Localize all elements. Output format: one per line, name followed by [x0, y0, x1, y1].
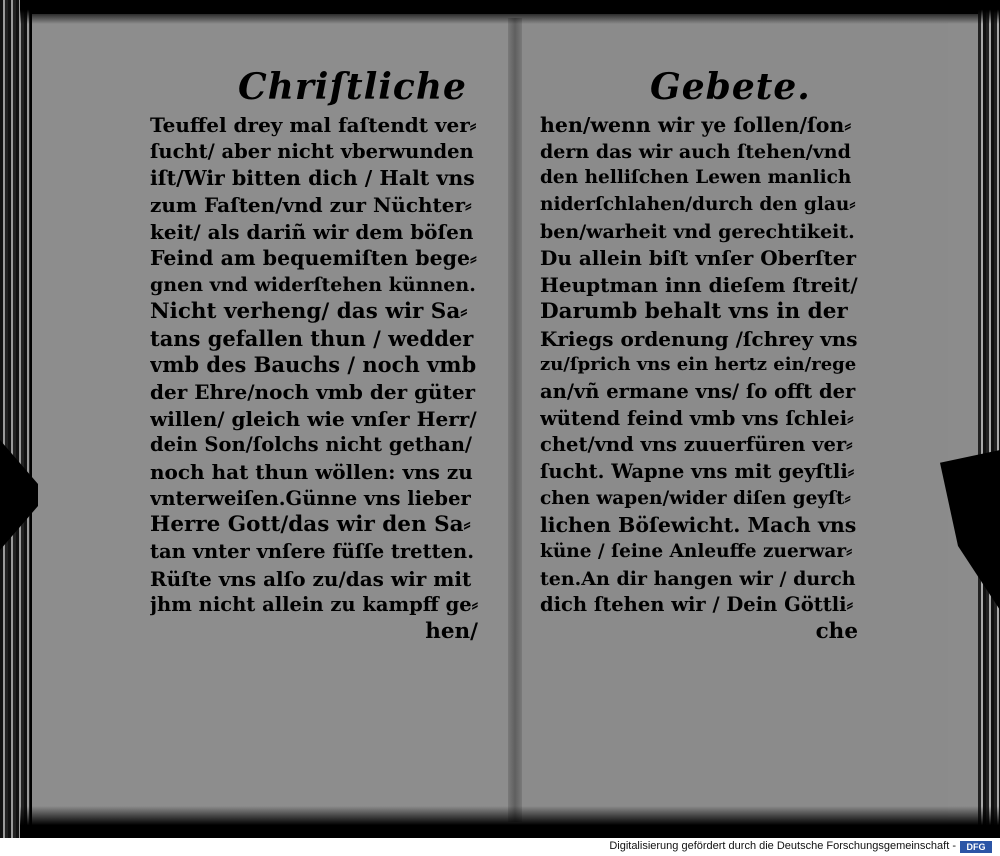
left-text-column: [150, 112, 478, 646]
text-line: Kriegs ordenung /ſchrey vns: [540, 326, 858, 351]
right-page-heading: Gebete.: [650, 66, 811, 108]
text-line: der Ehre/noch vmb der güter: [150, 379, 476, 404]
text-line: ſucht/ aber nicht vberwunden: [150, 139, 474, 163]
text-line: dein Son/ſolchs nicht gethan/: [150, 433, 473, 457]
text-line: dern das wir auch ſtehen/vnd: [540, 140, 851, 163]
text-line: keit/ als dariñ wir dem böſen: [150, 219, 474, 244]
text-line: Heuptman inn dieſem ſtreit/: [540, 273, 858, 298]
text-line: Teuffel drey mal faſtendt ver⸗: [150, 113, 477, 137]
text-line: Herre Gott/das wir den Sa⸗: [150, 512, 471, 538]
text-line: Feind am bequemiſten bege⸗: [150, 246, 477, 271]
text-line: ten.An dir hangen wir / durch: [540, 567, 856, 590]
text-line: vnterweiſen.Günne vns lieber: [150, 486, 471, 510]
text-line: chet/vnd vns zuuerfüren ver⸗: [540, 433, 853, 457]
text-line: tans gefallen thun / wedder: [150, 325, 474, 351]
right-page-edges: [978, 0, 1000, 838]
left-page-edges: [0, 0, 30, 838]
text-line: Du allein biſt vnſer Oberſter: [540, 246, 856, 271]
book-gutter: [508, 18, 522, 822]
text-line: lichen Böſewicht. Mach vns: [540, 513, 857, 538]
footer-bar: [0, 838, 1000, 856]
text-line: willen/ gleich wie vnſer Herr/: [150, 406, 477, 431]
text-line: Rüſte vns alſo zu/das wir mit: [150, 566, 472, 591]
catchword: hen/: [425, 619, 478, 645]
text-line: zum Faſten/vnd zur Nüchter⸗: [150, 193, 472, 218]
text-line: jhm nicht allein zu kampff ge⸗: [150, 593, 478, 617]
text-line: Nicht verheng/ das wir Sa⸗: [150, 298, 468, 324]
dfg-logo: DFG: [960, 841, 992, 853]
text-line: tan vnter vnſere füſſe tretten.: [150, 540, 474, 563]
text-line: den helliſchen Lewen manlich: [540, 167, 852, 189]
text-line: Darumb behalt vns in der: [540, 298, 848, 324]
text-line: niderſchlahen/durch den glau⸗: [540, 194, 856, 216]
top-shadow: [20, 0, 1000, 24]
text-line: chen wapen/wider diſen geyſt⸗: [540, 487, 851, 509]
text-line: ſucht. Wapne vns mit geyſtli⸗: [540, 459, 855, 483]
text-line: vmb des Bauchs / noch vmb: [150, 352, 477, 378]
text-line: ben/warheit vnd gerechtikeit.: [540, 220, 855, 243]
text-line: zu/ſprich vns ein hertz ein/rege: [540, 354, 857, 376]
text-line: noch hat thun wöllen: vns zu: [150, 459, 473, 484]
text-line: an/vñ ermane vns/ ſo offt der: [540, 379, 856, 403]
text-line: gnen vnd widerſtehen künnen.: [150, 274, 476, 297]
text-line: küne / ſeine Anleuffe zuerwar⸗: [540, 541, 853, 562]
text-line: wütend feind vmb vns ſchlei⸗: [540, 406, 854, 430]
funding-notice: Digitalisierung gefördert durch die Deutsche Forschungsgemeinschaft -: [609, 840, 956, 852]
text-line: iſt/Wir bitten dich / Halt vns: [150, 166, 475, 191]
text-line: dich ſtehen wir / Dein Göttli⸗: [540, 593, 854, 617]
left-page-heading: Chriſtliche: [238, 66, 467, 108]
bottom-shadow: [20, 806, 1000, 838]
right-text-column: [540, 112, 858, 646]
catchword: che: [815, 619, 858, 645]
text-line: hen/wenn wir ye ſollen/ſon⸗: [540, 113, 852, 137]
